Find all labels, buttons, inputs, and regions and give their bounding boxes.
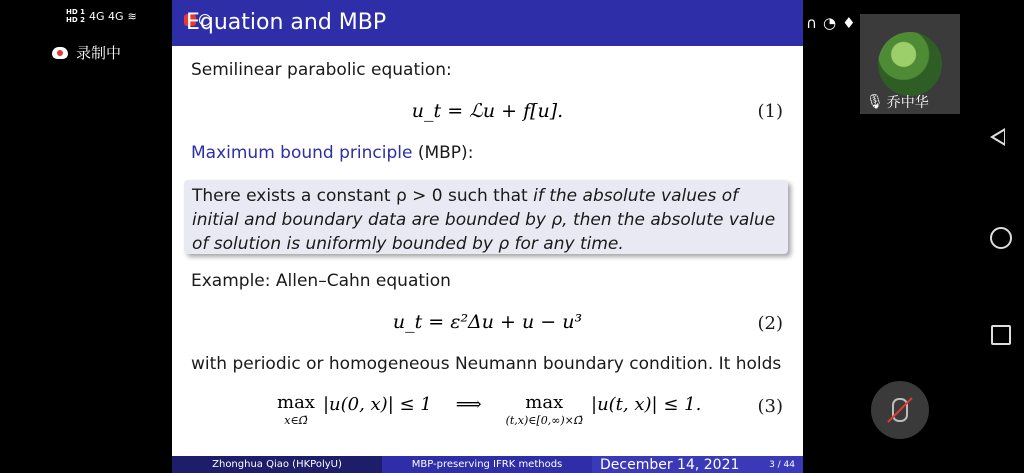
eq3-left-max: max bbox=[277, 392, 315, 413]
footer-talk: MBP-preserving IFRK methods bbox=[382, 456, 592, 473]
box-italic: if the absolute values of initial and boundary data are bounded by ρ, then the absolute value of solution is uniformly bounded by ρ for any time. bbox=[192, 186, 776, 254]
mbp-suffix: (MBP): bbox=[417, 143, 474, 163]
definition-box bbox=[184, 180, 788, 254]
eq3-right-expr: |u(t, x)| ≤ 1. bbox=[591, 394, 702, 415]
equation-2-number: (2) bbox=[757, 313, 783, 334]
mbp-link[interactable]: Maximum bound principle bbox=[191, 143, 413, 163]
mic-icon: ♦ bbox=[842, 14, 856, 32]
alarm-icon: ◔ bbox=[822, 14, 837, 32]
implies-arrow: ⟹ bbox=[455, 394, 482, 415]
cloud-record-icon bbox=[52, 47, 68, 59]
headphone-icon: ∩ bbox=[806, 14, 817, 32]
participant-tile[interactable] bbox=[860, 14, 960, 114]
avatar bbox=[878, 32, 942, 96]
equation-1-number: (1) bbox=[757, 101, 783, 122]
example-line: Example: Allen–Cahn equation bbox=[191, 271, 451, 291]
wifi-icon: ≋ bbox=[127, 9, 137, 23]
eq3-right-sub: (t,x)∈[0,∞)×Ω̄ bbox=[505, 414, 583, 427]
footer-page: 3 / 44 bbox=[769, 459, 795, 470]
home-icon[interactable] bbox=[990, 227, 1012, 249]
slide-text-line3: with periodic or homogeneous Neumann boundary condition. It holds bbox=[191, 354, 782, 374]
box-lead: There exists a constant ρ > 0 such that bbox=[192, 186, 528, 206]
footer-right bbox=[592, 456, 803, 473]
footer-author: Zhonghua Qiao (HKPolyU) bbox=[172, 456, 382, 473]
eq3-left-expr: |u(0, x)| ≤ 1 bbox=[322, 394, 432, 415]
mic-icon: 🎙 bbox=[866, 94, 884, 110]
signal-icon: 4G 4G bbox=[88, 9, 124, 23]
presentation-slide bbox=[172, 0, 803, 473]
participant-name: 乔中华 bbox=[886, 95, 929, 111]
equation-3-number: (3) bbox=[757, 396, 783, 417]
slide-text-line1: Semilinear parabolic equation: bbox=[191, 60, 452, 80]
equation-3 bbox=[277, 394, 701, 430]
participant-name-row bbox=[866, 92, 929, 112]
footer-date: December 14, 2021 bbox=[600, 456, 740, 473]
recording-label: 录制中 bbox=[76, 44, 122, 62]
hd-indicator: HD 1 HD 2 bbox=[66, 8, 85, 24]
eq3-right-max: max bbox=[525, 392, 564, 413]
status-bar-left bbox=[66, 8, 137, 24]
recording-indicator[interactable] bbox=[52, 42, 121, 63]
mute-button[interactable] bbox=[871, 381, 929, 439]
equation-1: u_t = ℒu + f[u]. bbox=[411, 100, 564, 122]
equation-2: u_t = ε²Δu + u − u³ bbox=[392, 311, 583, 333]
slide-footer bbox=[172, 456, 803, 473]
slide-title: Equation and MBP bbox=[186, 10, 387, 35]
slide-header bbox=[172, 0, 803, 46]
eq3-left-sub: x∈Ω̄ bbox=[284, 414, 308, 427]
mbp-line bbox=[191, 143, 473, 163]
recent-apps-icon[interactable] bbox=[991, 325, 1011, 345]
back-icon[interactable] bbox=[990, 128, 1005, 146]
